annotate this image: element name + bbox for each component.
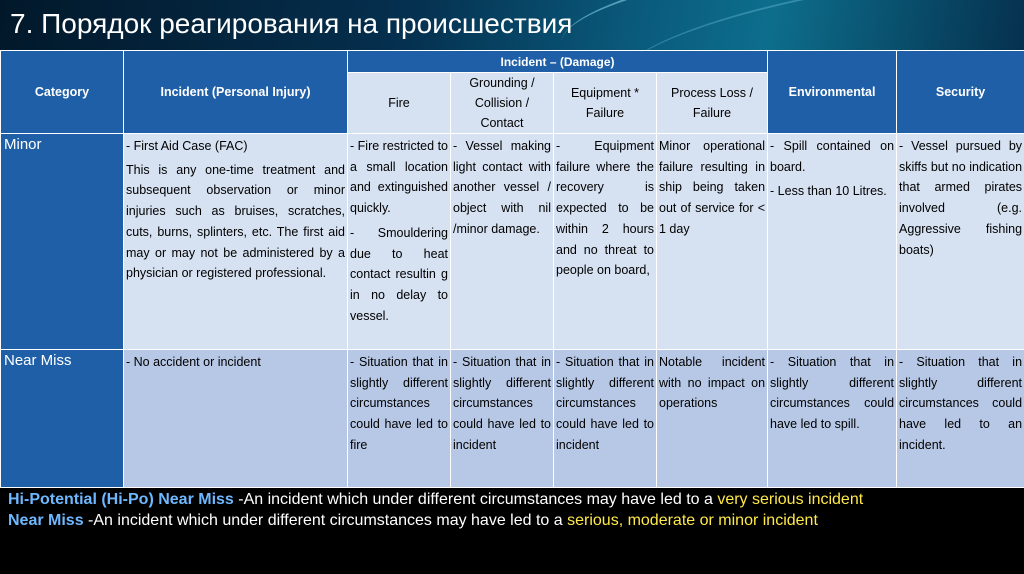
category-near-miss: Near Miss xyxy=(1,350,124,488)
minor-personal-injury-cell xyxy=(124,134,348,350)
incident-classification-table xyxy=(0,50,1024,488)
header-category: Category xyxy=(1,51,124,134)
near-miss-environmental-cell: - Situation that in slightly different circumstances could have led to spill. xyxy=(768,350,897,488)
near-miss-security-cell: - Situation that in slightly different circumstances could have led to an incident. xyxy=(897,350,1024,488)
header-security: Security xyxy=(897,51,1024,134)
minor-security-cell: - Vessel pursued by skiffs but no indication that armed pirates involved (e.g. Aggressive fishing boats) xyxy=(897,134,1024,350)
near-miss-text: -An incident which under different circumstances may have led to a xyxy=(83,512,568,529)
minor-personal-injury-line: - First Aid Case (FAC) xyxy=(126,139,248,153)
minor-fire-line: - Smouldering due to heat contact resultin g in no delay to vessel. xyxy=(350,225,448,323)
near-miss-definition xyxy=(8,510,1018,531)
table-row-minor xyxy=(1,134,1024,350)
header-process-loss: Process Loss / Failure xyxy=(657,73,768,134)
near-miss-equipment-cell: - Situation that in slightly different circumstances could have led to incident xyxy=(554,350,657,488)
table-row-near-miss xyxy=(1,350,1024,488)
hipo-term: Hi-Potential (Hi-Po) Near Miss xyxy=(8,491,234,508)
header-equipment: Equipment * Failure xyxy=(554,73,657,134)
near-miss-process-loss-cell: Notable incident with no impact on operations xyxy=(657,350,768,488)
minor-process-loss-cell: Minor operational failure resulting in ship being taken out of service for < 1 day xyxy=(657,134,768,350)
header-environmental: Environmental xyxy=(768,51,897,134)
near-miss-fire-cell: - Situation that in slightly different circumstances could have led to fire xyxy=(348,350,451,488)
header-personal-injury: Incident (Personal Injury) xyxy=(124,51,348,134)
header-grounding: Grounding / Collision / Contact xyxy=(451,73,554,134)
page-title: 7. Порядок реагирования на происшествия xyxy=(10,8,573,39)
minor-personal-injury-description: This is any one-time treatment and subsequent observation or minor injuries such as bruises, scratches, cuts, burns, splinters, etc. The first aid may or may not be administered by a physician or registered professional. xyxy=(126,162,345,281)
minor-equipment-cell: - Equipment failure where the recovery is expected to be within 2 hours and no threat to people on board, xyxy=(554,134,657,350)
minor-fire-line: - Fire restricted to a small location and extinguished quickly. xyxy=(350,139,448,216)
hipo-highlight: very serious incident xyxy=(717,491,864,508)
minor-fire-cell xyxy=(348,134,451,350)
hipo-definition xyxy=(8,489,1018,510)
title-bar xyxy=(0,0,1024,50)
category-minor: Minor xyxy=(1,134,124,350)
definitions-notes xyxy=(8,489,1018,531)
near-miss-highlight: serious, moderate or minor incident xyxy=(567,512,818,529)
near-miss-grounding-cell: - Situation that in slightly different circumstances could have led to incident xyxy=(451,350,554,488)
near-miss-term: Near Miss xyxy=(8,512,84,529)
near-miss-personal-injury-cell: - No accident or incident xyxy=(124,350,348,488)
header-fire: Fire xyxy=(348,73,451,134)
minor-environmental-cell xyxy=(768,134,897,350)
minor-environmental-line: - Less than 10 Litres. xyxy=(770,184,887,199)
header-damage-group: Incident – (Damage) xyxy=(348,51,768,73)
hipo-text: -An incident which under different circumstances may have led to a xyxy=(233,491,718,508)
minor-environmental-line: - Spill contained on board. xyxy=(770,139,895,174)
minor-grounding-cell: - Vessel making light contact with another vessel / object with nil /minor damage. xyxy=(451,134,554,350)
